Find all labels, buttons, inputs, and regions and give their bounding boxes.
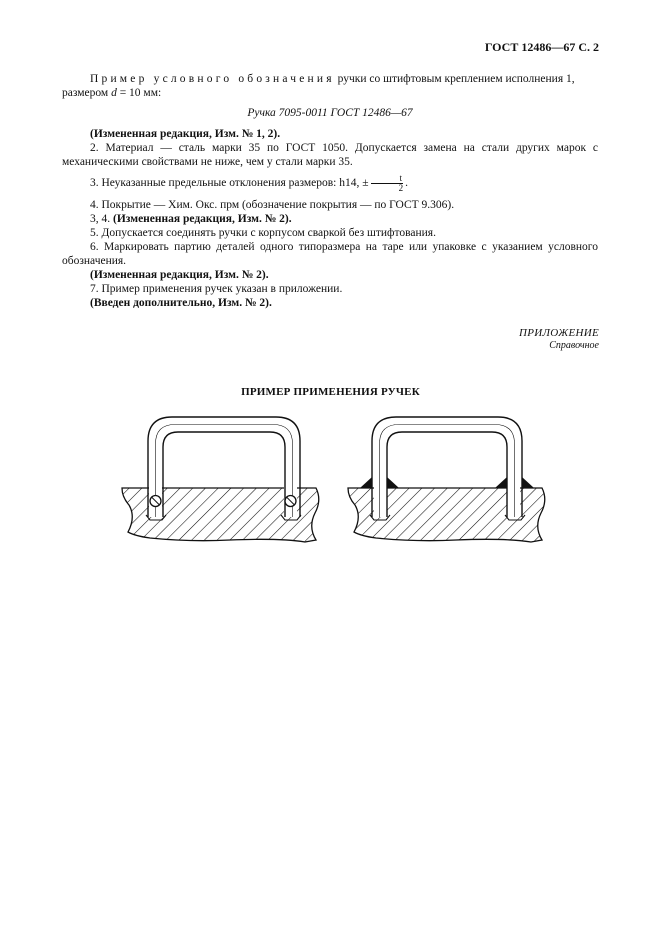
designation-example: Ручка 7095-0011 ГОСТ 12486—67 <box>247 107 413 119</box>
size-variable: d <box>111 87 117 99</box>
handles-drawing <box>110 405 560 565</box>
appendix-label <box>519 327 599 351</box>
example-lead: Пример условного обозначения <box>90 73 335 85</box>
example-size-line <box>62 86 598 100</box>
weld-right-2a <box>495 477 507 488</box>
item-5-welding: 5. Допускается соединять ручки с корпусом сваркой без штифтования. <box>90 227 436 239</box>
item-7-example: 7. Пример применения ручек указан в приложении. <box>90 283 343 295</box>
item-34-numbers: 3, 4. <box>90 213 111 225</box>
item-34-revision <box>62 212 598 226</box>
added-note: (Введен дополнительно, Изм. № 2). <box>90 297 272 309</box>
appendix-title: ПРИЛОЖЕНИЕ <box>519 327 599 339</box>
item-6-marking: 6. Маркировать партию деталей одного типоразмера на таре или упаковке с указанием условного обозначения. <box>62 241 598 267</box>
weld-right-1b <box>387 477 399 488</box>
tolerance-text: 3. Неуказанные предельные отклонения размеров: h14, ± <box>90 177 369 190</box>
revision-note-2: (Измененная редакция, Изм. № 2). <box>90 269 269 281</box>
pinned-handle-example <box>122 417 319 542</box>
fraction-numerator: t <box>371 174 404 184</box>
weld-right-1a <box>360 477 372 488</box>
figure-title: ПРИМЕР ПРИМЕНЕНИЯ РУЧЕК <box>241 386 420 398</box>
fraction-denominator: 2 <box>398 183 404 193</box>
welded-handle-example <box>348 417 545 542</box>
example-paragraph <box>62 72 598 86</box>
appendix-subtitle: Справочное <box>549 340 599 351</box>
page-header: ГОСТ 12486—67 С. 2 <box>484 40 599 54</box>
size-prefix: размером <box>62 87 112 99</box>
hole-right-2 <box>507 485 520 517</box>
body-text <box>62 72 598 310</box>
weld-right-2b <box>522 477 534 488</box>
item-4-coating: 4. Покрытие — Хим. Окс. прм (обозначение покрытия — по ГОСТ 9.306). <box>90 199 455 211</box>
tolerance-end: . <box>405 177 408 190</box>
hole-right-1 <box>374 485 387 517</box>
item-3-tolerances <box>62 174 598 193</box>
revision-note-1: (Измененная редакция, Изм. № 1, 2). <box>90 128 281 140</box>
tolerance-fraction <box>371 174 404 193</box>
example-rest: ручки со штифтовым креплением исполнения 1, <box>334 73 575 85</box>
size-value: = 10 мм: <box>116 87 162 99</box>
item-2-material: 2. Материал — сталь марки 35 по ГОСТ 1050. Допускается замена на стали других марок с механическими свойствами не ниже, чем у стали марки 35. <box>62 142 598 168</box>
item-34-note: (Измененная редакция, Изм. № 2). <box>113 213 292 225</box>
